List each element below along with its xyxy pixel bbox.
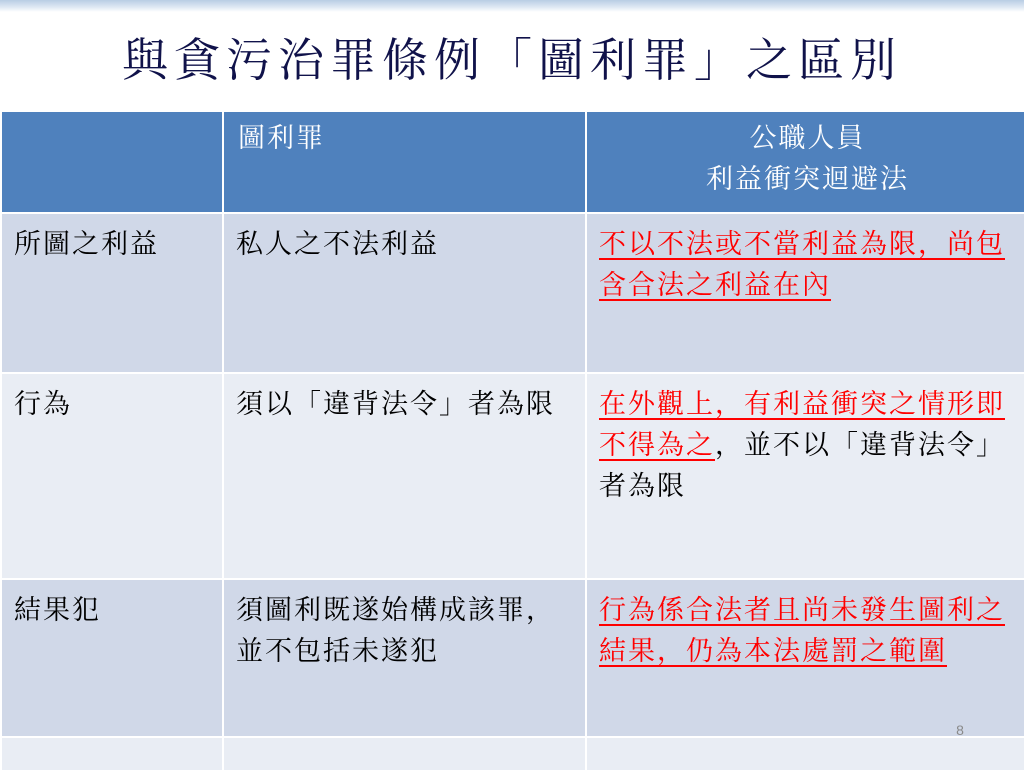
header-graft-offense-label: 圖利罪 [238, 123, 325, 154]
row-label-benefit: 所圖之利益 [1, 213, 223, 373]
page-number: 8 [956, 722, 964, 738]
comparison-table [0, 110, 1024, 772]
slide-title: 與貪污治罪條例「圖利罪」之區別 [122, 33, 902, 87]
row-conflict-benefit [586, 213, 1024, 373]
row-graft-conduct: 須以「違背法令」者為限 [223, 373, 586, 579]
row-conflict-result-offense [586, 579, 1024, 737]
header-cell-graft-offense [223, 111, 586, 213]
table-row [1, 737, 1024, 771]
highlighted-text: 行為係合法者且尚未發生圖利之結果，仍為本法處罰之範圍 [599, 595, 1005, 667]
table-row [1, 373, 1024, 579]
row-empty-cell [586, 737, 1024, 771]
header-cell-conflict-of-interest-act [586, 111, 1024, 213]
table-header-row [1, 111, 1024, 213]
row-label-result-offense: 結果犯 [1, 579, 223, 737]
header-conflict-line2: 利益衝突迴避法 [706, 164, 909, 195]
row-conflict-conduct [586, 373, 1024, 579]
table-row [1, 579, 1024, 737]
row-empty-cell [223, 737, 586, 771]
header-conflict-line1: 公職人員 [749, 123, 866, 154]
row-empty-cell [1, 737, 223, 771]
highlighted-text: 不以不法或不當利益為限，尚包含合法之利益在內 [599, 229, 1005, 301]
highlighted-text: 在外觀上，有利益衝突之情形即不得為之 [599, 389, 1005, 461]
table-row [1, 213, 1024, 373]
row-label-conduct: 行為 [1, 373, 223, 579]
header-cell-empty [1, 111, 223, 213]
plain-text: ，並不以「違背法令」者為限 [599, 430, 1005, 502]
row-graft-result-offense: 須圖利既遂始構成該罪，並不包括未遂犯 [223, 579, 586, 737]
row-graft-benefit: 私人之不法利益 [223, 213, 586, 373]
top-decorative-band [0, 0, 1024, 12]
